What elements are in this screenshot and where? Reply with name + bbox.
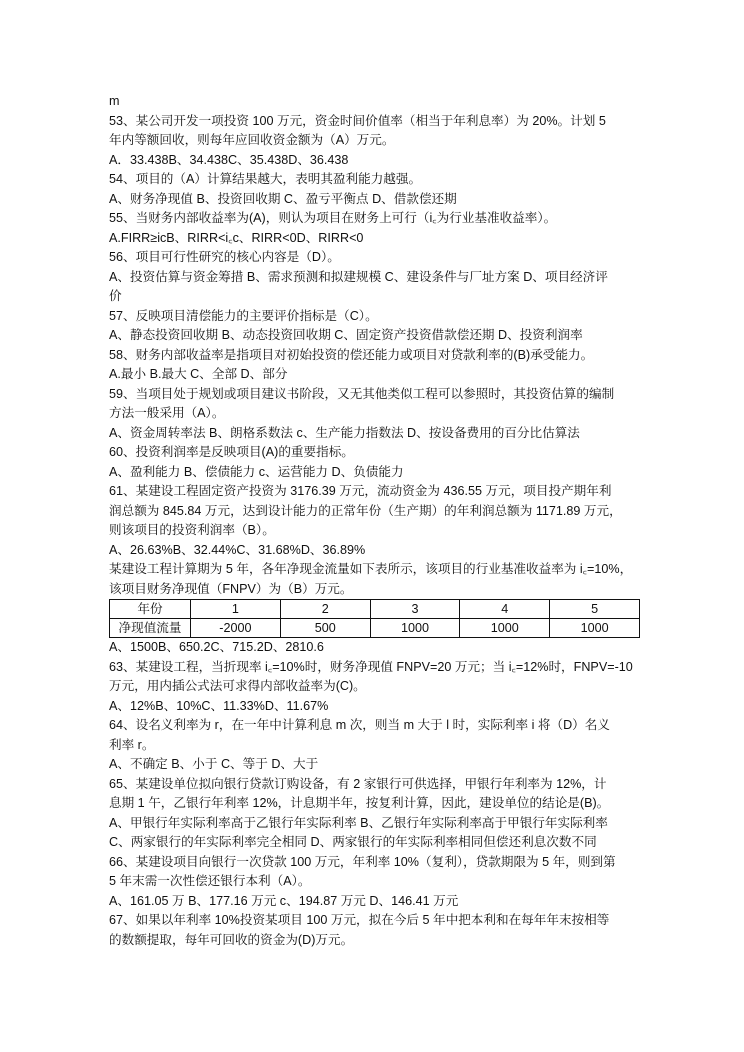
- text-line: 价: [109, 289, 122, 303]
- cash-flow-table: [109, 599, 640, 638]
- table-cell: 1000: [370, 619, 460, 638]
- text-line: 56、项目可行性研究的核心内容是（D）。: [109, 250, 340, 264]
- table-row: [110, 600, 640, 619]
- table-cell: 4: [460, 600, 550, 619]
- text-line: A.最小 B.最大 C、全部 D、部分: [109, 367, 288, 381]
- text-line: A.FIRR≥icB、RIRR<i꜀c、RIRR<0D、RIRR<0: [109, 230, 364, 245]
- text-block-before-table: [109, 92, 639, 599]
- text-line: 64、设名义利率为 r，在一年中计算利息 m 次，则当 m 大于 l 时，实际利率 i 将（D）名义: [109, 718, 610, 732]
- text-line: 63、某建设工程，当折现率 i꜀=10%时，财务净现值 FNPV=20 万元；当 i꜀=12%时，FNPV=-10: [109, 659, 633, 674]
- text-line: 67、如果以年利率 10%投资某项目 100 万元，拟在今后 5 年中把本利和在每年年末按相等: [109, 913, 610, 927]
- text-line: 润总额为 845.84 万元，达到设计能力的正常年份（生产期）的年利润总额为 1171.89 万元，: [109, 503, 622, 518]
- text-line: 方法一般采用（A）。: [109, 406, 225, 420]
- text-line: 60、投资利润率是反映项目(A)的重要指标。: [109, 445, 354, 459]
- text-line: 则该项目的投资利润率（B）。: [109, 523, 275, 537]
- table-cell: 5: [550, 600, 640, 619]
- text-line: A、甲银行年实际利率高于乙银行年实际利率 B、乙银行年实际利率高于甲银行年实际利率: [109, 815, 608, 830]
- text-line: 59、当项目处于规划或项目建议书阶段，又无其他类似工程可以参照时，其投资估算的编制: [109, 386, 615, 401]
- table-cell: 净现值流量: [110, 619, 191, 638]
- text-line: 57、反映项目清偿能力的主要评价指标是（C）。: [109, 308, 378, 323]
- table-cell: 3: [370, 600, 460, 619]
- text-line: 55、当财务内部收益率为(A)，则认为项目在财务上可行（i꜀为行业基准收益率）。: [109, 211, 557, 225]
- text-block-after-table: [109, 638, 639, 950]
- table-cell: 1000: [460, 619, 550, 638]
- text-line: A、1500B、650.2C、715.2D、2810.6: [109, 640, 324, 654]
- text-line: 65、某建设单位拟向银行贷款订购设备，有 2 家银行可供选择，甲银行年利率为 12%，计: [109, 776, 607, 791]
- text-line: 的数额提取，每年可回收的资金为(D)万元。: [109, 932, 354, 947]
- text-line: A、资金周转率法 B、朗格系数法 c、生产能力指数法 D、按设备费用的百分比估算法: [109, 425, 580, 440]
- text-line: 某建设工程计算期为 5 年，各年净现金流量如下表所示，该项目的行业基准收益率为 i꜀=10%，: [109, 562, 633, 576]
- table-cell: 年份: [110, 600, 191, 619]
- text-line: A、投资估算与资金筹措 B、需求预测和拟建规模 C、建设条件与厂址方案 D、项目经济评: [109, 269, 608, 284]
- text-line: A、静态投资回收期 B、动态投资回收期 C、固定资产投资借款偿还期 D、投资利润率: [109, 328, 583, 342]
- text-line: 53、某公司开发一项投资 100 万元，资金时间价值率（相当于年利息率）为 20%。计划 5: [109, 113, 606, 128]
- table-cell: 2: [280, 600, 370, 619]
- text-line: 息期 1 午，乙银行年利率 12%，计息期半年，按复利计算，因此，建设单位的结论是(B)。: [109, 796, 610, 810]
- text-line: A、盈利能力 B、偿债能力 c、运营能力 D、负债能力: [109, 464, 404, 479]
- text-line: A、不确定 B、小于 C、等于 D、大于: [109, 757, 319, 771]
- table-cell: -2000: [191, 619, 281, 638]
- text-line: A．33.438B、34.438C、35.438D、36.438: [109, 152, 349, 167]
- text-line: 利率 r。: [109, 737, 155, 752]
- text-line: 年内等额回收，则每年应回收资金额为（A）万元。: [109, 133, 395, 147]
- text-line: 54、项目的（A）计算结果越大，表明其盈利能力越强。: [109, 172, 422, 186]
- table-cell: 1: [191, 600, 281, 619]
- table-row: [110, 619, 640, 638]
- text-line: A、161.05 万 B、177.16 万元 c、194.87 万元 D、146.41 万元: [109, 893, 459, 908]
- text-line: A、财务净现值 B、投资回收期 C、盈亏平衡点 D、借款偿还期: [109, 191, 457, 206]
- text-line: 66、某建设项目向银行一次贷款 100 万元，年利率 10%（复利），贷款期限为 5 年，则到第: [109, 854, 616, 869]
- text-line: 5 年末需一次性偿还银行本利（A）。: [109, 874, 311, 888]
- text-line: 61、某建设工程固定资产投资为 3176.39 万元，流动资金为 436.55 万元，项目投产期年利: [109, 484, 612, 498]
- table-cell: 1000: [550, 619, 640, 638]
- table-cell: 500: [280, 619, 370, 638]
- text-line: 58、财务内部收益率是指项目对初始投资的偿还能力或项目对贷款利率的(B)承受能力。: [109, 347, 594, 362]
- text-line: A、26.63%B、32.44%C、31.68%D、36.89%: [109, 542, 366, 557]
- text-line: A、12%B、10%C、11.33%D、11.67%: [109, 698, 329, 713]
- text-line: m: [109, 94, 120, 108]
- text-line: 该项目财务净现值（FNPV）为（B）万元。: [109, 581, 353, 596]
- text-line: 万元，用内插公式法可求得内部收益率为(C)。: [109, 679, 366, 693]
- document-body: [109, 92, 639, 950]
- text-line: C、两家银行的年实际利率完全相同 D、两家银行的年实际利率相同但偿还利息次数不同: [109, 835, 597, 849]
